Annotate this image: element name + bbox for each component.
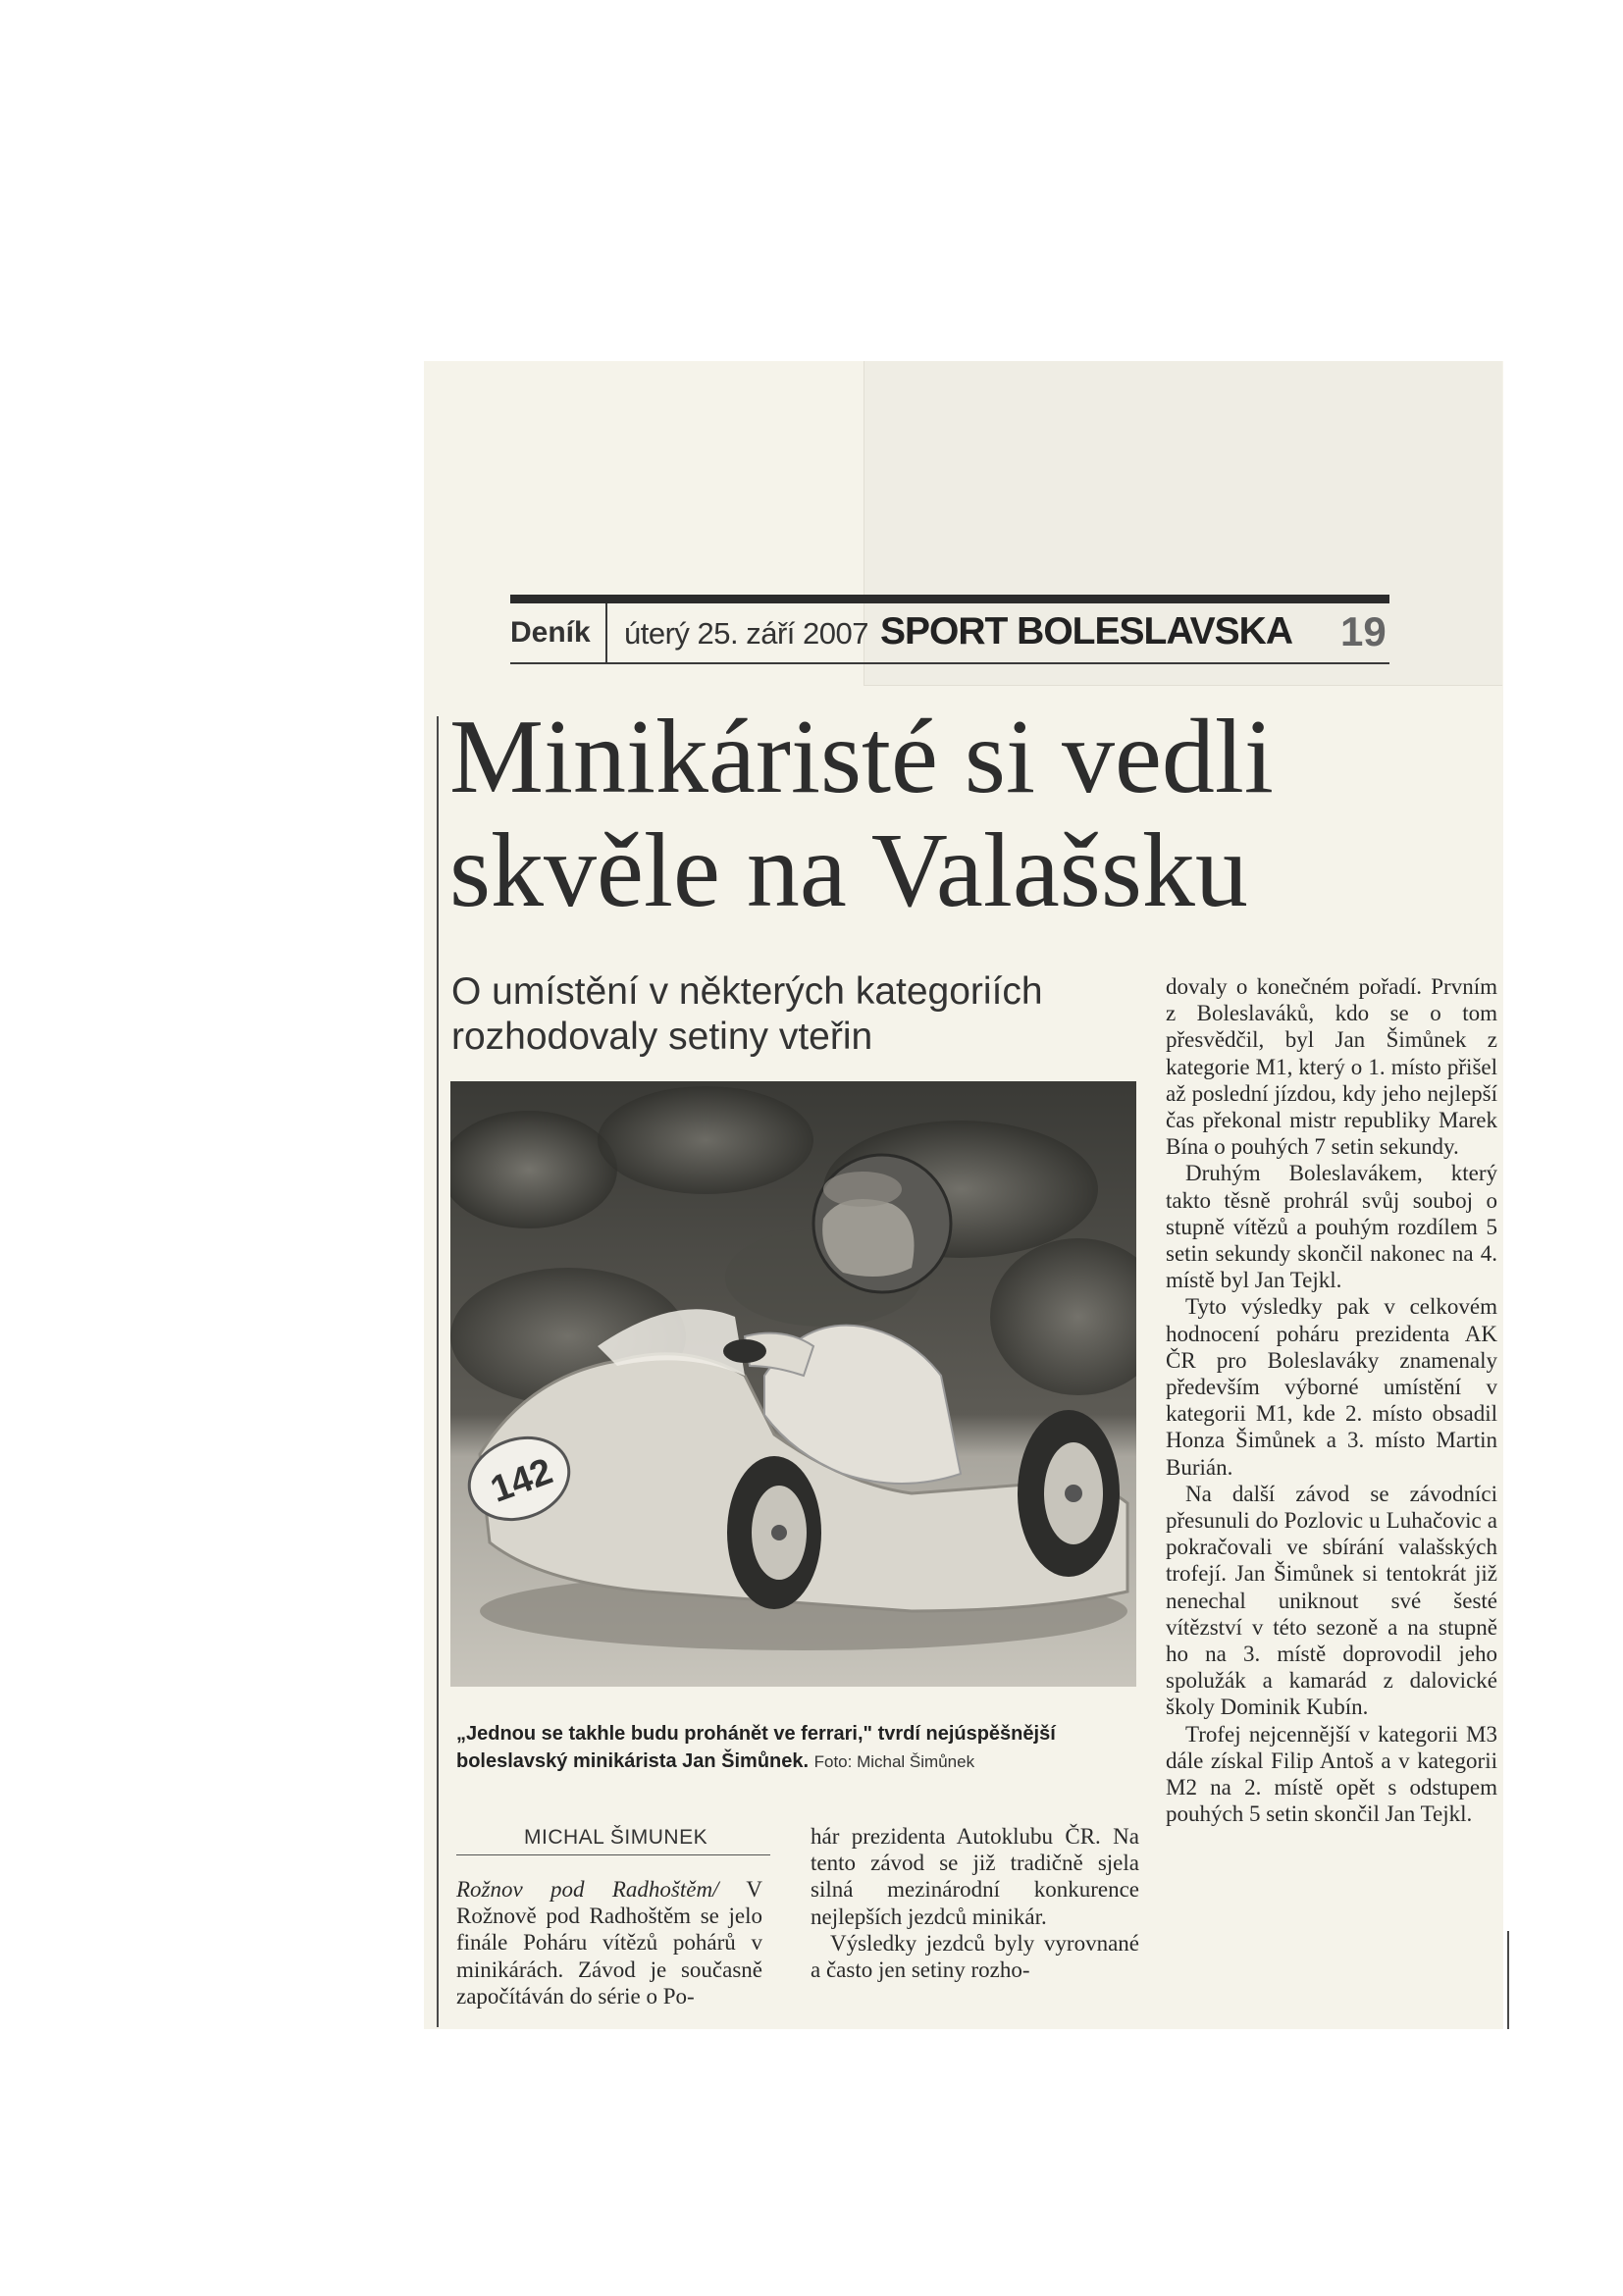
author-byline: MICHAL ŠIMUNEK bbox=[524, 1826, 708, 1849]
article-photo bbox=[450, 1081, 1136, 1687]
article-column-2 bbox=[811, 1823, 1139, 1983]
subhead-line-2: rozhodovaly setiny vteřin bbox=[451, 1016, 873, 1058]
header-top-rule bbox=[510, 595, 1389, 603]
article-column-3 bbox=[1166, 973, 1497, 1828]
article-paragraph: Na další závod se závodníci přesunuli do Pozlovic u Luhačovic a pokračovali ve sbírání valašských trofejí. Jan Šimůnek si tentokrát již nenechal uniknout své šesté vítězství v této sezoně a na stupně ho na 3. místě doprovodil jeho spolužák a kamarád z dalovické školy Dominik Kubín. bbox=[1166, 1481, 1497, 1720]
headline-line-2: skvěle na Valašsku bbox=[449, 812, 1248, 929]
caption-text: „Jednou se takhle budu prohánět ve ferrari," tvrdí nejúspěšnější boleslavský minikárista Jan Šimůnek. bbox=[456, 1723, 1056, 1772]
header-separator bbox=[605, 603, 607, 662]
article-paragraph: Druhým Boleslavákem, který takto těsně prohrál svůj souboj o stupně vítězů a pouhým rozdílem 5 setin sekundy skončil nakonec na 4. místě byl Jan Tejkl. bbox=[1166, 1161, 1497, 1293]
article-column-1 bbox=[456, 1876, 762, 2009]
photo-credit: Foto: Michal Šimůnek bbox=[813, 1752, 975, 1771]
headline-line-1: Minikáristé si vedli bbox=[449, 699, 1274, 815]
photo-caption bbox=[456, 1720, 1138, 1776]
paragraph-text: V Rožnově pod Radhoštěm se jelo finále Poháru vítězů pohárů v minikárách. Závod je současně započítáván do série o Po- bbox=[456, 1877, 762, 2009]
issue-date: úterý 25. září 2007 bbox=[624, 616, 868, 651]
header-bottom-rule bbox=[510, 662, 1389, 664]
byline-rule bbox=[456, 1854, 770, 1855]
dateline: Rožnov pod Radhoštěm/ bbox=[456, 1877, 719, 1902]
kart-number: 142 bbox=[485, 1450, 558, 1511]
article-paragraph: Trofej nejcennější v kategorii M3 dále získal Filip Antoš a v kategorii M2 na 2. místě opět s odstupem pouhých 5 setin skončil Jan Tejkl. bbox=[1166, 1721, 1497, 1827]
article-right-rule bbox=[1507, 1931, 1509, 2029]
article-left-rule bbox=[437, 716, 439, 2027]
article-paragraph: Výsledky jezdců byly vyrovnané a často jen setiny rozho- bbox=[811, 1930, 1139, 1983]
page-number: 19 bbox=[1340, 608, 1387, 654]
newspaper-name: Deník bbox=[510, 616, 591, 649]
headline bbox=[449, 701, 1509, 928]
article-paragraph bbox=[456, 1876, 762, 2009]
article-paragraph: dovaly o konečném pořadí. Prvním z Boleslaváků, kdo se o tom přesvědčil, byl Jan Šimůnek z kategorie M1, který o 1. místo přišel až poslední jízdou, kdy jeho nejlepší čas překonal mistr republiky Marek Bína o pouhých 7 setin sekundy. bbox=[1166, 974, 1497, 1160]
subheadline bbox=[451, 969, 1119, 1060]
subhead-line-1: O umístění v některých kategoriích bbox=[451, 970, 1043, 1013]
article-paragraph: hár prezidenta Autoklubu ČR. Na tento závod se již tradičně sjela silná mezinárodní konkurence nejlepších jezdců minikár. bbox=[811, 1824, 1139, 1929]
section-title: SPORT BOLESLAVSKA bbox=[880, 610, 1292, 652]
article-paragraph: Tyto výsledky pak v celkovém hodnocení poháru prezidenta AK ČR pro Boleslaváky znamenaly především výborné umístění v kategorii M1, kde 2. místo obsadil Honza Šimůnek a 3. místo Martin Burián. bbox=[1166, 1294, 1497, 1480]
go-kart-photo bbox=[450, 1081, 1136, 1687]
